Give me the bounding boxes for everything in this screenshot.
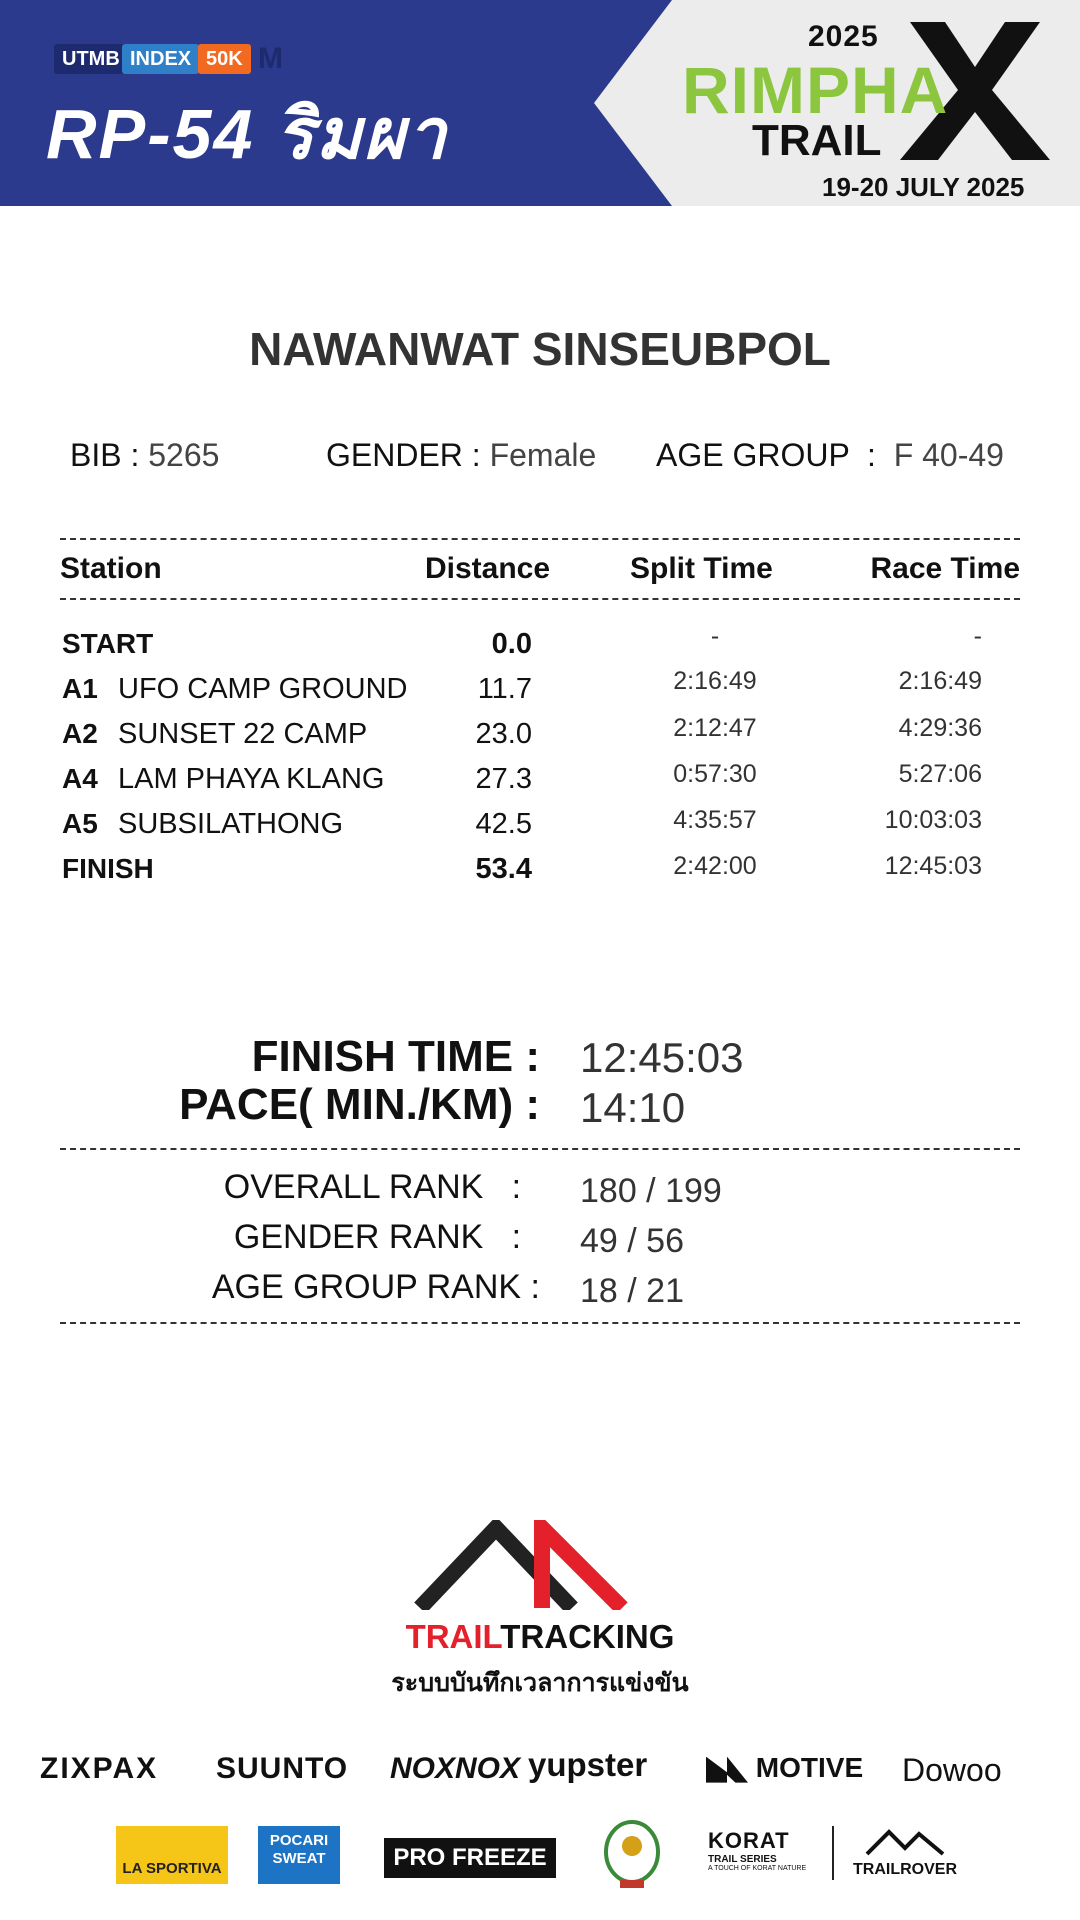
m-logo-icon: M	[258, 42, 283, 75]
sponsor-yupster-logo: yupster	[528, 1746, 648, 1783]
bib-info	[70, 437, 219, 474]
bib-value: 5265	[148, 437, 220, 473]
motive-icon	[706, 1757, 748, 1783]
distance: 23.0	[475, 718, 532, 750]
gender-sep: :	[471, 437, 481, 473]
sponsor-suunto-logo: SUUNTO	[216, 1752, 349, 1785]
station-code: A2	[62, 718, 98, 749]
divider	[832, 1826, 834, 1880]
station-code: A5	[62, 808, 98, 839]
pace-label: PACE( MIN./KM) :	[179, 1080, 540, 1129]
race-time: 10:03:03	[884, 806, 982, 834]
station-name: SUBSILATHONG	[118, 808, 344, 840]
split-time: 0:57:30	[673, 760, 757, 788]
station-name: SUNSET 22 CAMP	[118, 718, 368, 750]
event-name: RIMPHA	[682, 53, 949, 127]
sponsor-trailrover-logo: TRAILROVER	[850, 1826, 960, 1879]
split-time: 4:35:57	[673, 806, 757, 834]
trailrover-mountain-icon	[865, 1826, 945, 1856]
event-header	[0, 0, 1080, 206]
distance: 0.0	[491, 628, 532, 660]
sponsor-profreeze-logo: PRO FREEZE	[384, 1838, 556, 1878]
split-time: -	[710, 622, 720, 650]
age-group-info	[656, 437, 1004, 474]
station-name: UFO CAMP GROUND	[118, 673, 408, 705]
distance: 11.7	[477, 673, 532, 705]
gender-info	[326, 437, 596, 474]
station-code: START	[62, 628, 154, 659]
divider	[60, 1322, 1020, 1324]
sponsor-dowoo-logo: Dowoo	[902, 1752, 1002, 1788]
bib-label: BIB :	[70, 437, 140, 473]
table-row	[0, 714, 1080, 762]
table-row	[0, 667, 1080, 717]
station-name: LAM PHAYA KLANG	[118, 763, 385, 795]
distance: 42.5	[475, 808, 532, 840]
gender-value: Female	[489, 437, 597, 473]
age-group-value: F 40-49	[893, 437, 1004, 473]
runner-name: NAWANWAT SINSEUBPOL	[249, 323, 831, 375]
overall-rank-value: 180 / 199	[580, 1172, 722, 1210]
header-station: Station	[60, 552, 162, 585]
split-time: 2:42:00	[673, 852, 757, 880]
station-code: FINISH	[62, 853, 154, 884]
age-group-rank-label: AGE GROUP RANK :	[211, 1268, 540, 1306]
sponsor-zixpax-logo: ZIXPAX	[40, 1752, 159, 1785]
trailtracking-logo	[0, 1618, 1080, 1656]
table-row	[0, 808, 1080, 852]
divider	[60, 1148, 1020, 1150]
gender-rank-label: GENDER RANK :	[233, 1218, 522, 1256]
table-row	[0, 853, 1080, 897]
sponsor-korat-trail-logo: KORAT TRAIL SERIES A TOUCH OF KORAT NATURE	[708, 1828, 807, 1872]
event-date: 19-20 JULY 2025	[822, 172, 1025, 202]
utmb-badge: UTMB	[54, 44, 128, 74]
divider	[60, 538, 1020, 540]
split-time: 2:16:49	[673, 667, 757, 695]
trailtracking-mountain-icon	[412, 1520, 652, 1610]
sponsor-noxnox-logo: NOXNOX	[390, 1752, 521, 1785]
brand-black-text: TRACKING	[500, 1618, 675, 1655]
index-badge: INDEX	[122, 44, 199, 74]
header-distance: Distance	[425, 552, 551, 585]
table-row	[0, 760, 1080, 807]
race-time: 2:16:49	[898, 667, 982, 695]
header-race-time: Race Time	[870, 552, 1020, 585]
event-year: 2025	[808, 20, 879, 53]
finish-time-label: FINISH TIME :	[251, 1032, 540, 1081]
distance: 53.4	[475, 853, 532, 885]
age-group-sep: :	[867, 437, 876, 473]
divider	[60, 598, 1020, 600]
tagline: ระบบบันทึกเวลาการแข่งขัน	[391, 1669, 689, 1697]
race-time: -	[973, 622, 982, 650]
government-seal-icon	[600, 1816, 664, 1892]
pace-value: 14:10	[580, 1084, 686, 1131]
gender-rank-value: 49 / 56	[580, 1222, 684, 1260]
route-title: RP-54 ริมผา	[46, 95, 448, 173]
race-time: 4:29:36	[898, 714, 982, 742]
station-code: A1	[62, 673, 98, 704]
distance-badge: 50K	[198, 44, 251, 74]
race-time: 12:45:03	[884, 852, 982, 880]
header-split-time: Split Time	[630, 552, 773, 585]
age-group-rank-value: 18 / 21	[580, 1272, 684, 1310]
table-row	[0, 622, 1080, 672]
gender-label: GENDER	[326, 437, 463, 473]
sponsor-motive-logo: MOTIVE	[706, 1752, 863, 1784]
station-code: A4	[62, 763, 98, 794]
age-group-label: AGE GROUP	[656, 437, 850, 473]
brand-red-text: TRAIL	[405, 1618, 501, 1655]
race-time: 5:27:06	[898, 760, 982, 788]
distance: 27.3	[475, 763, 532, 795]
split-time: 2:12:47	[673, 714, 757, 742]
sponsor-pocari-sweat-logo: POCARI SWEAT	[258, 1826, 340, 1884]
overall-rank-label: OVERALL RANK :	[223, 1168, 522, 1206]
finish-time-value: 12:45:03	[580, 1034, 744, 1081]
sponsor-lasportiva-logo: LA SPORTIVA	[116, 1826, 228, 1884]
event-subtitle: TRAIL	[752, 116, 882, 165]
